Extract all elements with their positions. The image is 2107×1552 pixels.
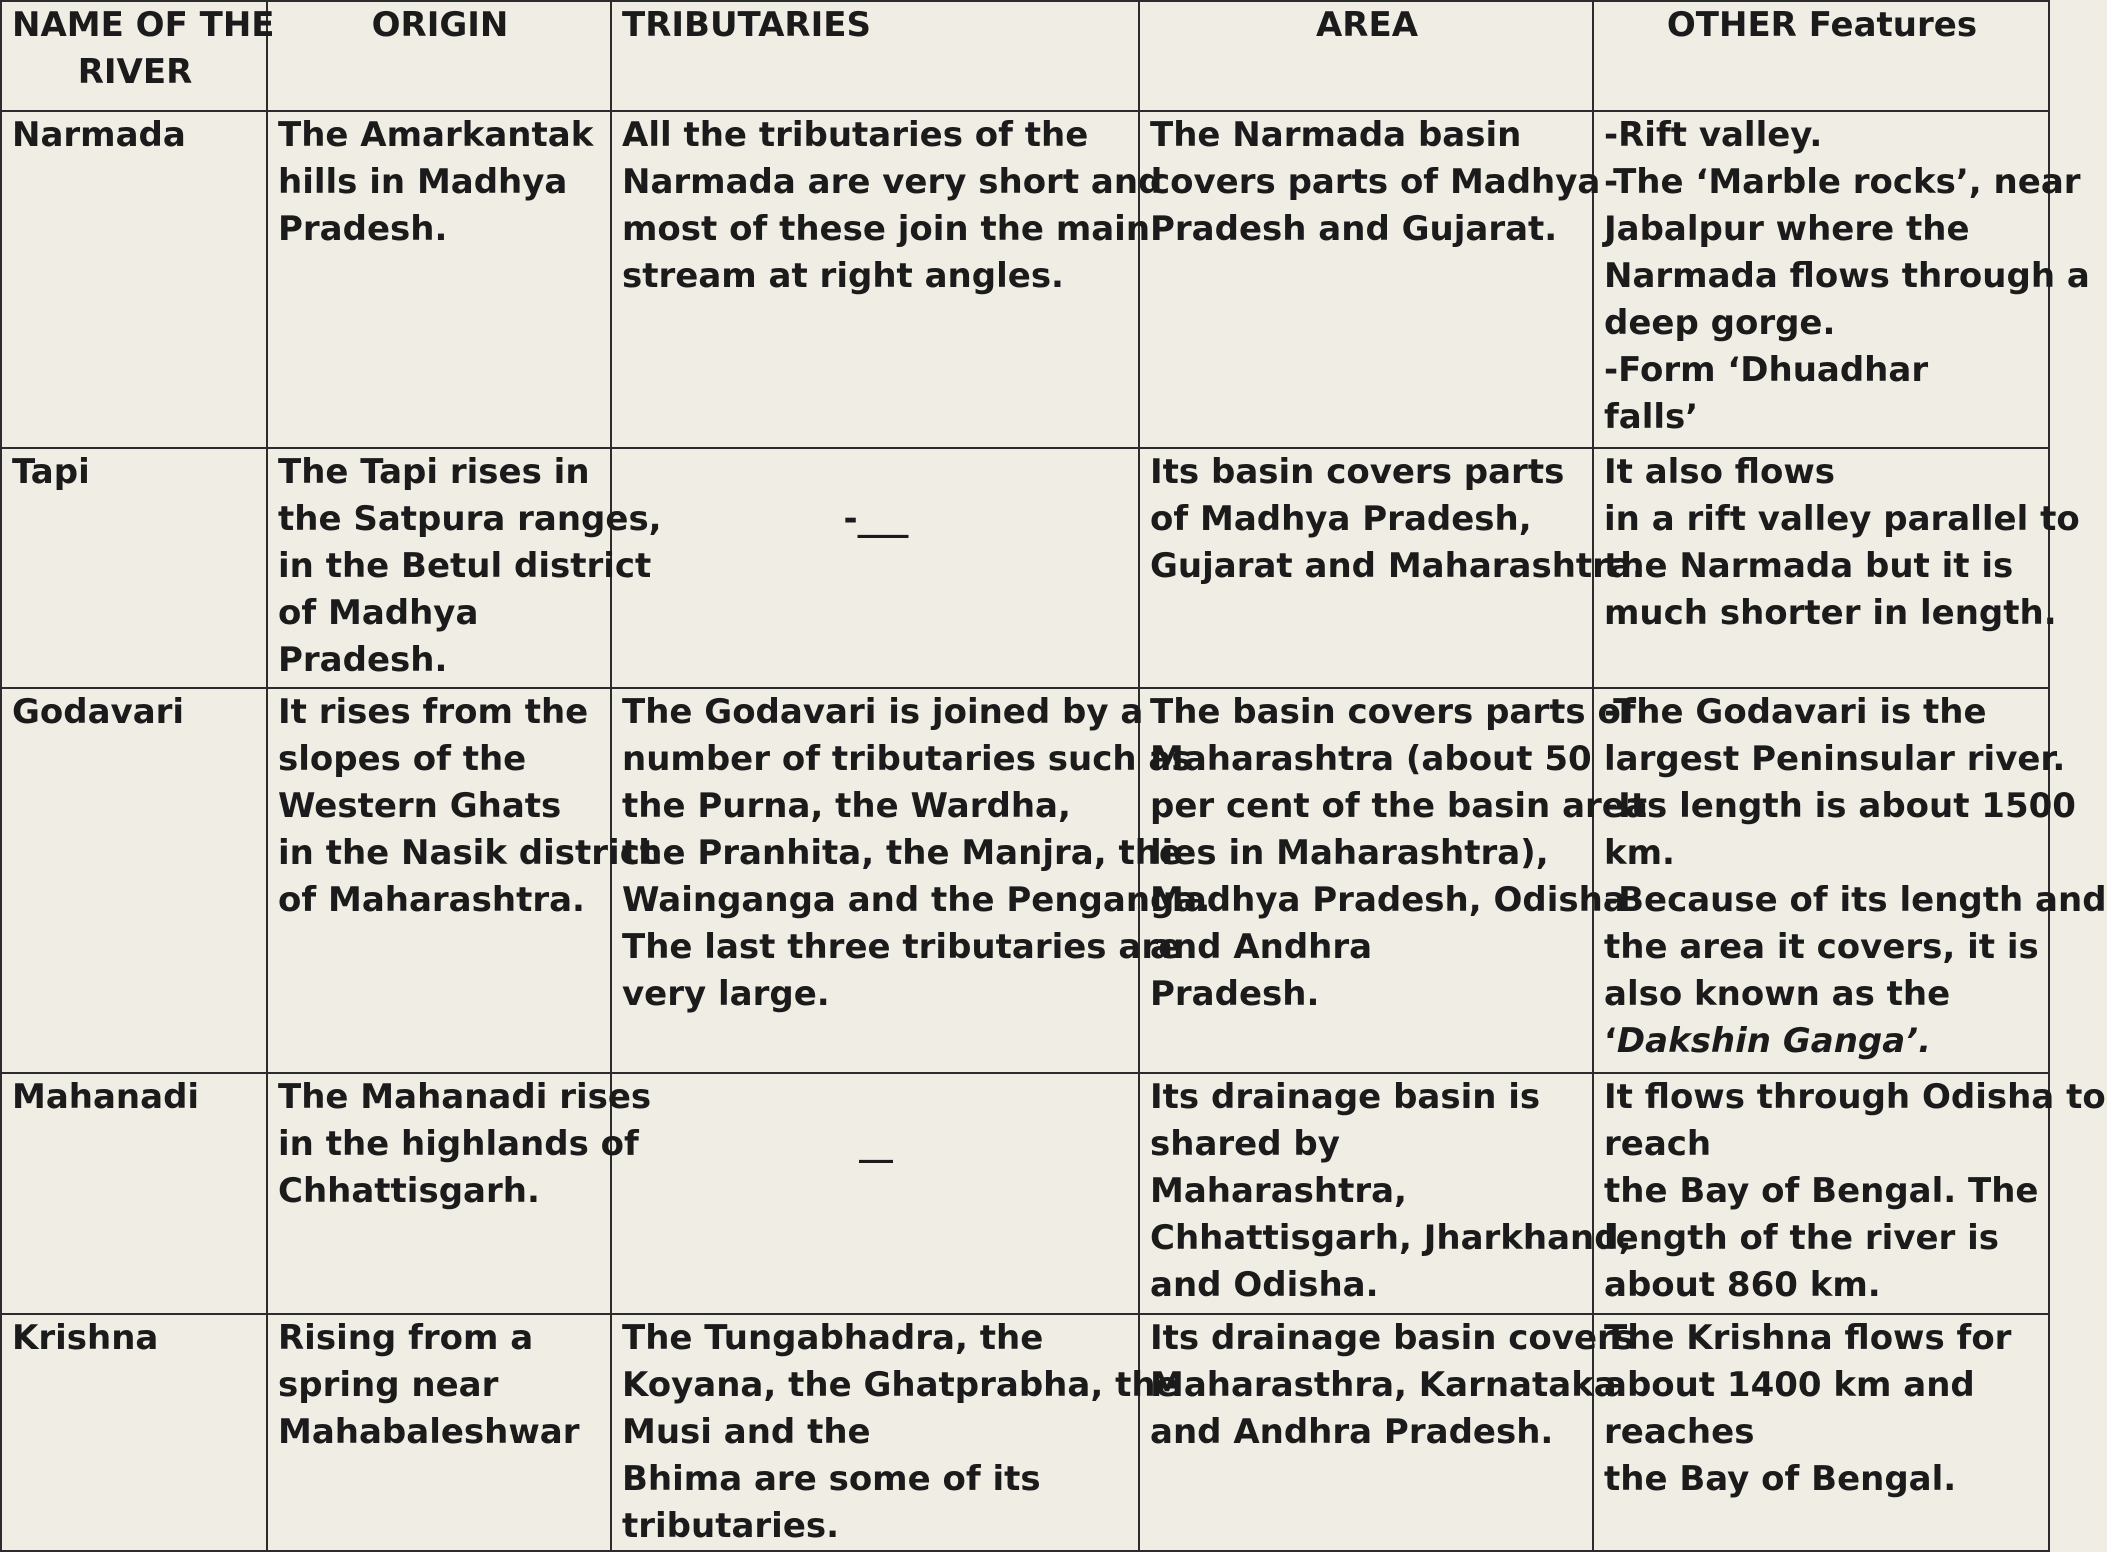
- tributaries-cell: [611, 1314, 1179, 1551]
- area-cell: [1139, 111, 1601, 448]
- cell-line: in the Nasik district: [278, 833, 657, 873]
- cell-line: Maharasthra, Karnataka: [1150, 1365, 1617, 1405]
- cell-line: the Narmada but it is: [1604, 546, 2014, 586]
- other-features-cell: [1593, 111, 2090, 448]
- cell-line: The Mahanadi rises: [278, 1077, 652, 1117]
- origin-cell: [267, 1314, 611, 1551]
- cell-line: about 860 km.: [1604, 1265, 1881, 1305]
- cell-line: about 1400 km and: [1604, 1365, 1975, 1405]
- origin-cell: [267, 1073, 652, 1314]
- header-origin: ORIGIN: [267, 1, 611, 111]
- cell-line: of Madhya: [278, 593, 479, 633]
- area-cell: [1139, 448, 1645, 688]
- cell-line: Chhattisgarh.: [278, 1171, 540, 1211]
- cell-line: The Tapi rises in: [278, 452, 590, 492]
- quote-mark: ‘: [1604, 1021, 1617, 1061]
- cell-line: reach: [1604, 1124, 1712, 1164]
- cell-line: Its basin covers parts: [1150, 452, 1565, 492]
- tributaries-cell: [611, 111, 1163, 448]
- header-name-line-2: RIVER: [77, 52, 193, 92]
- dakshin-ganga-text: Dakshin Ganga’.: [1616, 1021, 1932, 1061]
- cell-line: Narmada are very short and: [622, 162, 1163, 202]
- cell-line: Pradesh.: [278, 209, 448, 249]
- cell-line: -Rift valley.: [1604, 115, 1823, 155]
- cell-line: in the Betul district: [278, 546, 652, 586]
- cell-line: in the highlands of: [278, 1124, 639, 1164]
- table-row: [1, 1073, 2049, 1314]
- cell-line: Narmada flows through a: [1604, 256, 2090, 296]
- cell-line: falls’: [1604, 397, 1699, 437]
- cell-line: the Purna, the Wardha,: [622, 786, 1071, 826]
- cell-line: Rising from a: [278, 1318, 534, 1358]
- cell-line: Bhima are some of its: [622, 1459, 1041, 1499]
- cell-line: the Satpura ranges,: [278, 499, 662, 539]
- cell-line: stream at right angles.: [622, 256, 1064, 296]
- table-row: [1, 688, 2049, 1073]
- cell-line: km.: [1604, 833, 1675, 873]
- origin-cell: [267, 448, 662, 688]
- cell-line: All the tributaries of the: [622, 115, 1089, 155]
- cell-line: slopes of the: [278, 739, 527, 779]
- empty-dash: -___: [843, 499, 909, 539]
- cell-line: the area it covers, it is: [1604, 927, 2039, 967]
- cell-line: Gujarat and Maharashtra.: [1150, 546, 1645, 586]
- cell-line: covers parts of Madhya: [1150, 162, 1601, 202]
- area-cell: [1139, 1073, 1632, 1314]
- cell-line: Pradesh.: [1150, 974, 1320, 1014]
- cell-line: It flows through Odisha to: [1604, 1077, 2106, 1117]
- cell-line: and Andhra: [1150, 927, 1373, 967]
- area-cell: [1139, 1314, 1635, 1551]
- cell-line: Chhattisgarh, Jharkhand,: [1150, 1218, 1632, 1258]
- cell-line: -Because of its length and: [1604, 880, 2107, 920]
- cell-line: and Andhra Pradesh.: [1150, 1412, 1554, 1452]
- river-name: Narmada: [1, 111, 267, 448]
- cell-line: -The Godavari is the: [1604, 692, 1987, 732]
- cell-line: the Bay of Bengal.: [1604, 1459, 1957, 1499]
- cell-line: Western Ghats: [278, 786, 562, 826]
- cell-line: number of tributaries such as: [622, 739, 1192, 779]
- header-name-line-1: NAME OF THE: [12, 5, 275, 45]
- river-name: Tapi: [1, 448, 267, 688]
- cell-line: The Tungabhadra, the: [622, 1318, 1044, 1358]
- cell-line: much shorter in length.: [1604, 593, 2057, 633]
- cell-line: It rises from the: [278, 692, 589, 732]
- tributaries-cell: [611, 448, 1139, 688]
- tributaries-cell: [611, 1073, 1139, 1314]
- cell-line: Musi and the: [622, 1412, 871, 1452]
- river-name: Mahanadi: [1, 1073, 267, 1314]
- origin-cell: [267, 688, 657, 1073]
- cell-line: -Form ‘Dhuadhar: [1604, 350, 1929, 390]
- cell-line: reaches: [1604, 1412, 1755, 1452]
- cell-line: of Maharashtra.: [278, 880, 585, 920]
- cell-line: the Pranhita, the Manjra, the: [622, 833, 1182, 873]
- cell-line: length of the river is: [1604, 1218, 2000, 1258]
- cell-line: Wainganga and the Penganga.: [622, 880, 1211, 920]
- cell-line: The basin covers parts of: [1150, 692, 1636, 732]
- cell-line: The Amarkantak: [278, 115, 594, 155]
- cell-line: Its drainage basin is: [1150, 1077, 1541, 1117]
- other-features-cell: [1593, 1314, 2049, 1551]
- cell-line: the Bay of Bengal. The: [1604, 1171, 2039, 1211]
- river-name: Godavari: [1, 688, 267, 1073]
- cell-line: It also flows: [1604, 452, 1835, 492]
- other-features-cell: [1593, 448, 2080, 688]
- cell-line: The Narmada basin: [1150, 115, 1522, 155]
- table-row: [1, 448, 2049, 688]
- header-tributaries: TRIBUTARIES: [611, 1, 1139, 111]
- cell-line: Its drainage basin covers: [1150, 1318, 1635, 1358]
- cell-line: tributaries.: [622, 1506, 840, 1546]
- header-area: AREA: [1139, 1, 1593, 111]
- cell-line: Pradesh.: [278, 640, 448, 680]
- cell-line: spring near: [278, 1365, 499, 1405]
- cell-line: The last three tributaries are: [622, 927, 1182, 967]
- origin-cell: [267, 111, 611, 448]
- table-row: [1, 1314, 2049, 1551]
- cell-line: The Krishna flows for: [1604, 1318, 2012, 1358]
- cell-line: deep gorge.: [1604, 303, 1836, 343]
- cell-line: shared by: [1150, 1124, 1340, 1164]
- cell-line: -The ‘Marble rocks’, near: [1604, 162, 2081, 202]
- cell-line: also known as the: [1604, 974, 1951, 1014]
- cell-line: Jabalpur where the: [1604, 209, 1970, 249]
- header-other-features: OTHER Features: [1593, 1, 2049, 111]
- cell-line: most of these join the main: [622, 209, 1151, 249]
- river-name: Krishna: [1, 1314, 267, 1551]
- cell-line: -Its length is about 1500: [1604, 786, 2076, 826]
- cell-line: lies in Maharashtra),: [1150, 833, 1549, 873]
- cell-line: Koyana, the Ghatprabha, the: [622, 1365, 1179, 1405]
- cell-line: and Odisha.: [1150, 1265, 1379, 1305]
- cell-line: Maharashtra,: [1150, 1171, 1407, 1211]
- cell-line: hills in Madhya: [278, 162, 568, 202]
- tributaries-cell: [611, 688, 1211, 1073]
- table-row: [1, 111, 2049, 448]
- cell-line: Pradesh and Gujarat.: [1150, 209, 1558, 249]
- header-name-of-river: [1, 1, 275, 111]
- cell-line: in a rift valley parallel to: [1604, 499, 2080, 539]
- cell-line: largest Peninsular river.: [1604, 739, 2066, 779]
- cell-line: per cent of the basin area: [1150, 786, 1648, 826]
- header-row: [1, 1, 2049, 111]
- cell-line: Maharashtra (about 50: [1150, 739, 1592, 779]
- cell-line: Madhya Pradesh, Odisha: [1150, 880, 1626, 920]
- cell-line: very large.: [622, 974, 830, 1014]
- cell-line: The Godavari is joined by a: [622, 692, 1144, 732]
- cell-line: of Madhya Pradesh,: [1150, 499, 1532, 539]
- empty-dash: __: [859, 1124, 893, 1164]
- dakshin-ganga-line: [1604, 1018, 2040, 1065]
- other-features-cell: [1593, 688, 2107, 1073]
- other-features-cell: [1593, 1073, 2106, 1314]
- cell-line: Mahabaleshwar: [278, 1412, 580, 1452]
